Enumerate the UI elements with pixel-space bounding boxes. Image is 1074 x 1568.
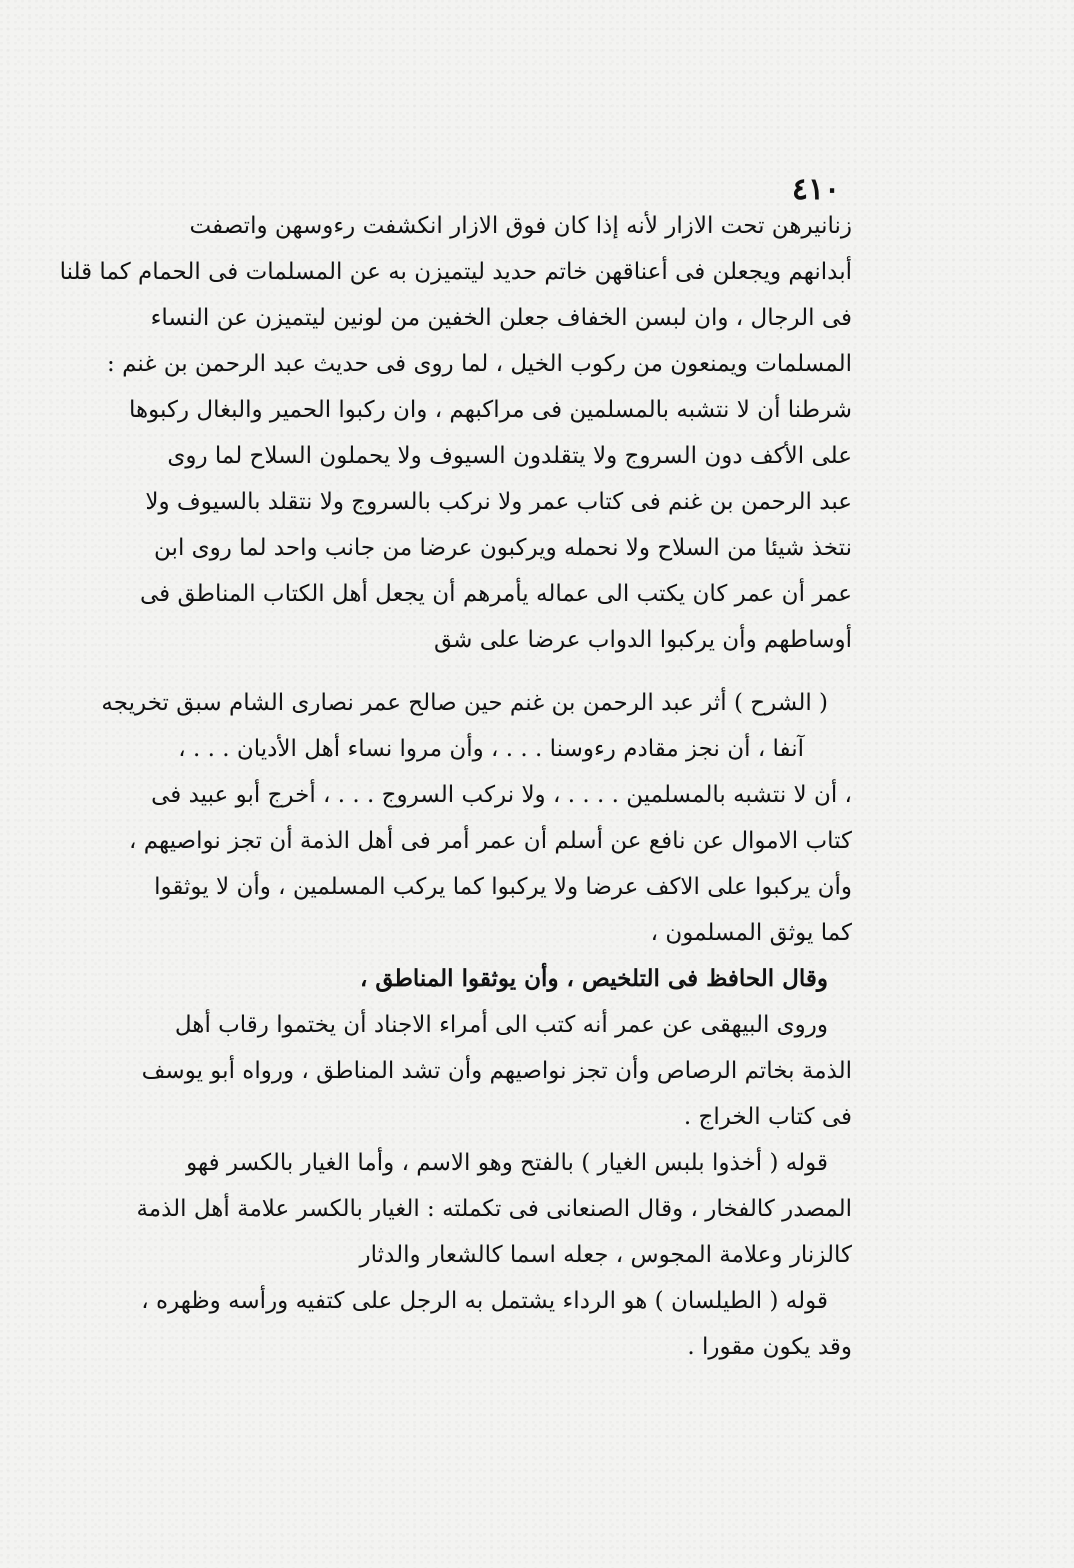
commentary-line: وقد يكون مقورا . bbox=[687, 1334, 852, 1360]
main-line: أوساطهم وأن يركبوا الدواب عرضا على شق bbox=[433, 627, 852, 653]
commentary-line: وروى البيهقى عن عمر أنه كتب الى أمراء الاجناد أن يختموا رقاب أهل bbox=[174, 1012, 828, 1038]
commentary-line: فى كتاب الخراج . bbox=[683, 1104, 852, 1130]
main-line: فى الرجال ، وان لبسن الخفاف جعلن الخفين من لونين ليتميزن عن النساء bbox=[150, 305, 852, 331]
commentary-line: وأن يركبوا على الاكف عرضا ولا يركبوا كما يركب المسلمين ، وأن لا يوثقوا bbox=[154, 874, 852, 900]
main-line: عمر أن عمر كان يكتب الى عماله يأمرهم أن يجعل أهل الكتاب المناطق فى bbox=[140, 581, 852, 607]
main-line: على الأكف دون السروج ولا يتقلدون السيوف ولا يحملون السلاح لما روى bbox=[167, 443, 852, 469]
commentary-line: قوله ( أخذوا بلبس الغيار ) بالفتح وهو الاسم ، وأما الغيار بالكسر فهو bbox=[186, 1150, 828, 1176]
commentary-text bbox=[101, 680, 852, 1370]
page-number: ٤١٠ bbox=[791, 172, 841, 207]
main-line: أبدانهم ويجعلن فى أعناقهن خاتم حديد ليتميزن به عن المسلمات فى الحمام كما قلنا bbox=[59, 259, 852, 285]
commentary-line: وقال الحافظ فى التلخيص ، وأن يوثقوا المناطق ، bbox=[360, 965, 828, 992]
commentary-line: كتاب الاموال عن نافع عن أسلم أن عمر أمر فى أهل الذمة أن تجز نواصيهم ، bbox=[128, 828, 852, 854]
commentary-line: آنفا ، أن نجز مقادم رءوسنا . . . ، وأن مروا نساء أهل الأديان . . . ، bbox=[178, 736, 804, 762]
main-line: المسلمات ويمنعون من ركوب الخيل ، لما روى فى حديث عبد الرحمن بن غنم : bbox=[107, 351, 852, 377]
main-line: زنانيرهن تحت الازار لأنه إذا كان فوق الازار انكشفت رءوسهن واتصفت bbox=[189, 213, 852, 239]
main-text bbox=[59, 203, 852, 663]
commentary-line: كما يوثق المسلمون ، bbox=[650, 920, 852, 946]
main-line: شرطنا أن لا نتشبه بالمسلمين فى مراكبهم ، وان ركبوا الحمير والبغال ركبوها bbox=[129, 397, 852, 423]
main-line: عبد الرحمن بن غنم فى كتاب عمر ولا نركب بالسروج ولا نتقلد بالسيوف ولا bbox=[145, 489, 852, 515]
main-line: نتخذ شيئا من السلاح ولا نحمله ويركبون عرضا من جانب واحد لما روى ابن bbox=[154, 535, 852, 561]
commentary-line: الذمة بخاتم الرصاص وأن تجز نواصيهم وأن تشد المناطق ، ورواه أبو يوسف bbox=[141, 1058, 852, 1084]
commentary-line: كالزنار وعلامة المجوس ، جعله اسما كالشعار والدثار bbox=[359, 1242, 852, 1268]
commentary-line: المصدر كالفخار ، وقال الصنعانى فى تكملته : الغيار بالكسر علامة أهل الذمة bbox=[136, 1196, 852, 1222]
commentary-line: ، أن لا نتشبه بالمسلمين . . . . ، ولا نركب السروج . . . ، أخرج أبو عبيد فى bbox=[151, 782, 852, 808]
commentary-line: ( الشرح ) أثر عبد الرحمن بن غنم حين صالح عمر نصارى الشام سبق تخريجه bbox=[101, 690, 828, 716]
commentary-line: قوله ( الطيلسان ) هو الرداء يشتمل به الرجل على كتفيه ورأسه وظهره ، bbox=[141, 1288, 828, 1314]
